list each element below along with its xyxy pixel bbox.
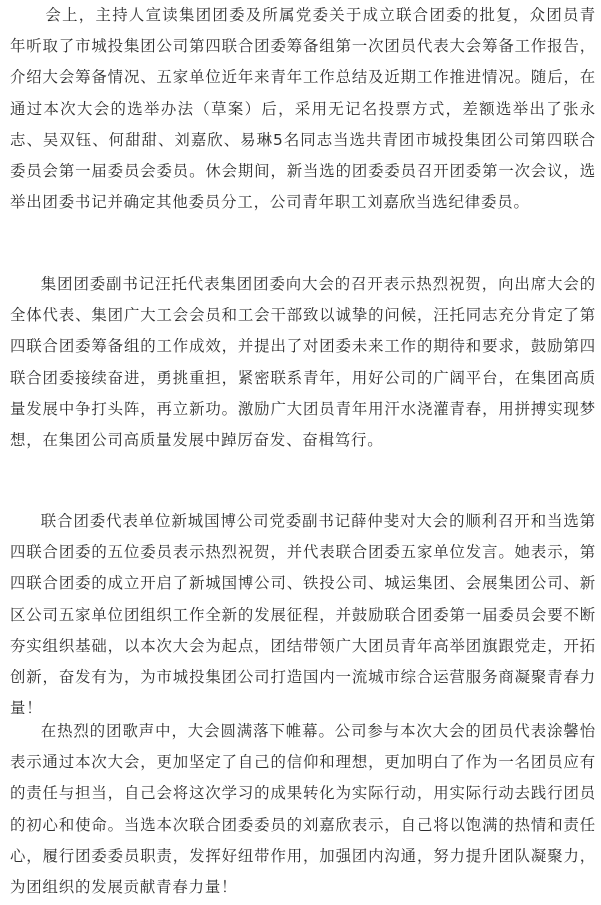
paragraph-meeting-election: 会上，主持人宣读集团团委及所属党委关于成立联合团委的批复，众团员青年听取了市城投集团公司第四联合团委筹备组第一次团员代表大会筹备工作报告，介绍大会筹备情况、五家单位近年来青年工作总结及近期工作推进情况。随后，在通过本次大会的选举办法（草案）后，采用无记名投票方式，差额选举出了张永志、吴双钰、何甜甜、刘嘉欣、易琳5名同志当选共青团市城投集团公司第四联合委员会第一届委员会委员。休会期间，新当选的团委委员召开团委第一次会议，选举出团委书记并确定其他委员分工，公司青年职工刘嘉欣当选纪律委员。 [10, 6, 596, 212]
paragraph-group-congratulations: 集团团委副书记汪托代表集团团委向大会的召开表示热烈祝贺，向出席大会的全体代表、集团广大工会会员和工会干部致以诚挚的问候，汪托同志充分肯定了第四联合团委筹备组的工作成效，并提出了对团委未来工作的期待和要求，鼓励第四联合团委接续奋进，勇挑重担，紧密联系青年，用好公司的广阔平台，在集团高质量发展中争打头阵，再立新功。激励广大团员青年用汗水浇灌青春，用拼搏实现梦想，在集团公司高质量发展中踔厉奋发、奋楫笃行。 [10, 275, 596, 450]
paragraph-closing: 在热烈的团歌声中，大会圆满落下帷幕。公司参与本次大会的团员代表涂馨怡表示通过本次大会，更加坚定了自己的信仰和理想，更加明白了作为一名团员应有的责任与担当，自己会将这次学习的成果转化为实际行动，用实际行动去践行团员的初心和使命。当选本次联合团委委员的刘嘉欣表示，自己将以饱满的热情和责任心，履行团委委员职责，发挥好纽带作用，加强团内沟通，努力提升团队凝聚力，为团组织的发展贡献青春力量！ [10, 722, 596, 897]
paragraph-unit-representative-speech: 联合团委代表单位新城国博公司党委副书记薛仲斐对大会的顺利召开和当选第四联合团委的五位委员表示热烈祝贺，并代表联合团委五家单位发言。她表示，第四联合团委的成立开启了新城国博公司、铁投公司、城运集团、会展集团公司、新区公司五家单位团组织工作全新的发展征程，并鼓励联合团委第一届委员会要不断夯实组织基础，以本次大会为起点，团结带领广大团员青年高举团旗跟党走，开拓创新，奋发有为，为市城投集团公司打造国内一流城市综合运营服务商凝聚青春力量！ [10, 512, 596, 718]
